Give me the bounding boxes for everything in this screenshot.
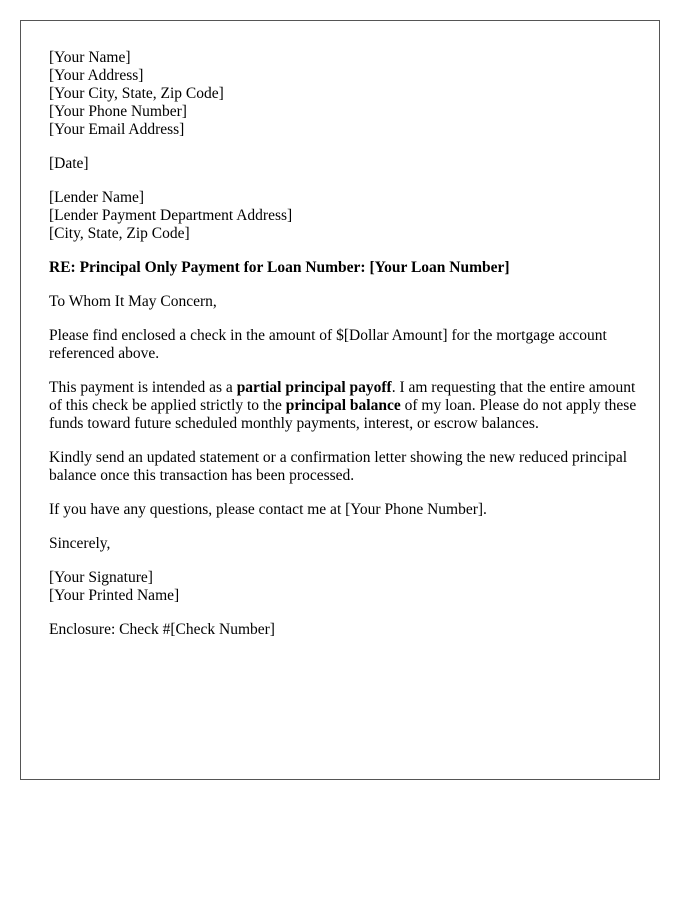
sender-block bbox=[49, 49, 639, 139]
letter-page bbox=[20, 20, 660, 780]
partial-principal-payoff-emphasis: partial principal payoff bbox=[236, 379, 392, 396]
recipient-city-state-zip: [City, State, Zip Code] bbox=[49, 225, 190, 242]
sender-city-state-zip: [Your City, State, Zip Code] bbox=[49, 85, 224, 102]
printed-name: [Your Printed Name] bbox=[49, 587, 180, 604]
paragraph-enclosed-check: Please find enclosed a check in the amount of $[Dollar Amount] for the mortgage account referenced above. bbox=[49, 327, 607, 362]
subject-line: RE: Principal Only Payment for Loan Number: [Your Loan Number] bbox=[49, 259, 510, 276]
enclosure-line: Enclosure: Check #[Check Number] bbox=[49, 621, 275, 638]
sender-name: [Your Name] bbox=[49, 49, 131, 66]
recipient-address: [Lender Payment Department Address] bbox=[49, 207, 293, 224]
letter-content bbox=[49, 49, 639, 655]
salutation: To Whom It May Concern, bbox=[49, 293, 217, 310]
closing: Sincerely, bbox=[49, 535, 111, 552]
paragraph-contact: If you have any questions, please contact me at [Your Phone Number]. bbox=[49, 501, 487, 518]
paragraph-payment-intent-part1: This payment is intended as a bbox=[49, 379, 237, 396]
letter-date: [Date] bbox=[49, 155, 89, 172]
recipient-block bbox=[49, 189, 639, 243]
paragraph-payment-intent-part2: . I am requesting that the entire amount of this check be applied strictly to the bbox=[49, 379, 636, 414]
signature: [Your Signature] bbox=[49, 569, 153, 586]
sender-phone: [Your Phone Number] bbox=[49, 103, 187, 120]
sender-email: [Your Email Address] bbox=[49, 121, 185, 138]
date-block bbox=[49, 155, 639, 173]
sender-address: [Your Address] bbox=[49, 67, 144, 84]
recipient-name: [Lender Name] bbox=[49, 189, 145, 206]
signature-block bbox=[49, 569, 639, 605]
principal-balance-emphasis: principal balance bbox=[285, 397, 401, 414]
paragraph-statement-request: Kindly send an updated statement or a confirmation letter showing the new reduced principal balance once this transaction has been processed. bbox=[49, 449, 628, 484]
paragraph-payment-intent-part3: of my loan. Please do not apply these funds toward future scheduled monthly payments, interest, or escrow balances. bbox=[49, 397, 637, 432]
paragraph-payment-intent bbox=[49, 379, 639, 433]
